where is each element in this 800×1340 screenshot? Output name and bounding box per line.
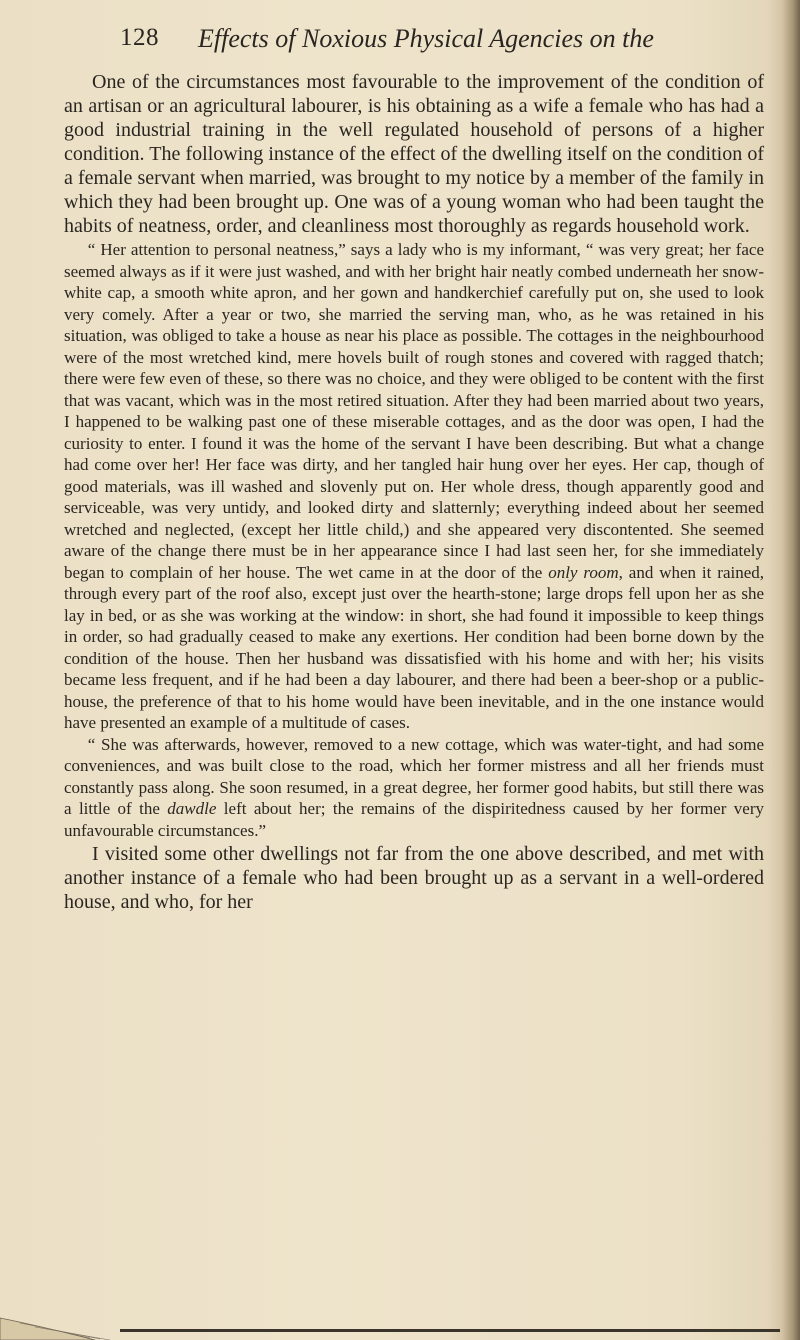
page-header [120,24,760,64]
emphasis-dawdle: dawdle [167,799,217,818]
page-edge-shadow [782,0,800,1340]
bottom-page-edge [120,1329,780,1332]
paragraph-intro [64,70,764,238]
page-corner-curl [0,1280,140,1340]
body-text [64,70,764,914]
paragraph-quote-2-text-a: “ She was afterwards, however, removed to a new cottage, which was water-tight, and had some conveniences, and was built close to the road, which her former mistress and all her friends must constantly pass along. She soon resumed, in a great degree, her former good habits, but still there was a little of the [64,734,764,818]
paragraph-quote-2 [64,734,764,842]
running-title: Effects of Noxious Physical Agencies on the [198,24,654,53]
emphasis-only-room: only room [548,562,619,582]
paragraph-quote-1-text-b: , and when it rained, through every part of the roof also, except just over the hearth-stone; large drops fell upon her as she lay in bed, or as she was working at the window: in short, she had found it impossible to keep things in order, so had gradually ceased to make any exertions. Her condition had been borne down by the condition of the house. Then her husband was dissatisfied with his home and with her; his visits became less frequent, and if he had been a day labourer, and there had been a beer-shop or a public-house, the preference of that to his home would have been inevitable, and in the one instance would have presented an example of a multitude of cases. [64,562,765,732]
paragraph-quote-1 [64,239,764,734]
paragraph-quote-2-text-b: left about her; the remains of the dispiritedness caused by her former very unfavourable circumstances.” [64,799,764,840]
page-number: 128 [120,24,159,51]
paragraph-quote-1-text-a: “ Her attention to personal neatness,” says a lady who is my informant, “ was very great; her face seemed always as if it were just washed, and with her bright hair neatly combed underneath her snow-white cap, a smooth white apron, and her gown and handkerchief carefully put on, she used to look very comely. After a year or two, she married the serving man, who, as he was retained in his situation, was obliged to take a house as near his place as possible. The cottages in the neighbourhood were of the most wretched kind, mere hovels built of rough stones and covered with ragged thatch; there were few even of these, so there was no choice, and they were obliged to be content with the first that was vacant, which was in the most retired situation. After they had been married about two years, I happened to be walking past one of these miserable cottages, and as the door was open, I had the curiosity to enter. I found it was the home of the servant I have been describing. But what a change had come over her! Her face was dirty, and her tangled hair hung over her eyes. Her cap, though of good materials, was ill washed and slovenly put on. Her whole dress, though apparently good and serviceable, was very untidy, and looked dirty and slatternly; everything indeed about her seemed wretched and neglected, (except her little child,) and she appeared very discontented. She seemed aware of the change there must be in her appearance since I had last seen her, for she immediately began to complain of her house. The wet came in at the door of the [64,240,764,582]
paragraph-closing-text: I visited some other dwellings not far from the one above described, and met with another instance of a female who had been brought up as a servant in a well-ordered house, and who, for her [64,843,764,913]
paragraph-intro-text: One of the circumstances most favourable to the improvement of the condition of an artisan or an agricultural labourer, is his obtaining as a wife a female who has had a good industrial training in the well regulated household of persons of a higher condition. The following instance of the effect of the dwelling itself on the condition of a female servant when married, was brought to my notice by a member of the family in which they had been brought up. One was of a young woman who had been taught the habits of neatness, order, and cleanliness most thoroughly as regards household work. [64,71,764,237]
paragraph-closing [64,842,764,914]
